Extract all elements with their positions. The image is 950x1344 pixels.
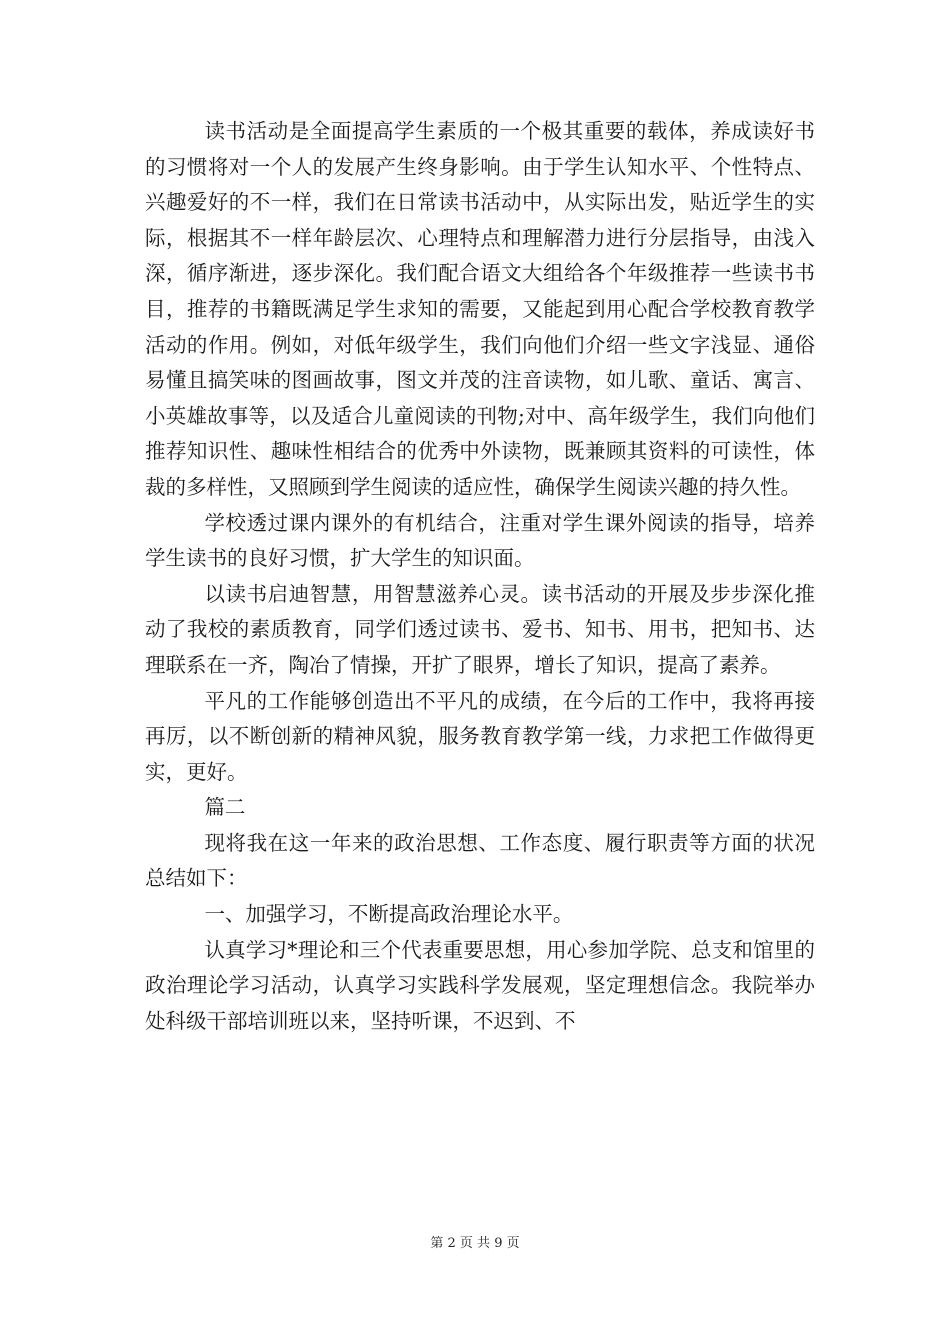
document-body bbox=[145, 114, 815, 1039]
page-number: 第 2 页 共 9 页 bbox=[430, 1236, 520, 1251]
paragraph-wisdom: 以读书启迪智慧，用智慧滋养心灵。读书活动的开展及步步深化推动了我校的素质教育，同学们透过读书、爱书、知书、用书，把知书、达理联系在一齐，陶冶了情操，开扩了眼界，增长了知识，提高了素养。 bbox=[145, 581, 815, 677]
subheading: 一、加强学习，不断提高政治理论水平。 bbox=[204, 902, 574, 927]
paragraph-future-work: 平凡的工作能够创造出不平凡的成绩，在今后的工作中，我将再接再厉，以不断创新的精神风貌，服务教育教学第一线，力求把工作做得更实，更好。 bbox=[145, 688, 815, 784]
section-title: 篇二 bbox=[204, 795, 246, 820]
paragraph-study: 认真学习*理论和三个代表重要思想，用心参加学院、总支和馆里的政治理论学习活动，认真学习实践科学发展观，坚定理想信念。我院举办处科级干部培训班以来，坚持听课，不迟到、不 bbox=[145, 937, 815, 1033]
paragraph-reading-activities: 读书活动是全面提高学生素质的一个极其重要的载体，养成读好书的习惯将对一个人的发展产生终身影响。由于学生认知水平、个性特点、兴趣爱好的不一样，我们在日常读书活动中，从实际出发，贴近学生的实际，根据其不一样年龄层次、心理特点和理解潜力进行分层指导，由浅入深，循序渐进，逐步深化。我们配合语文大组给各个年级推荐一些读书书目，推荐的书籍既满足学生求知的需要，又能起到用心配合学校教育教学活动的作用。例如，对低年级学生，我们向他们介绍一些文字浅显、通俗易懂且搞笑味的图画故事，图文并茂的注音读物，如儿歌、童话、寓言、小英雄故事等，以及适合儿童阅读的刊物;对中、高年级学生，我们向他们推荐知识性、趣味性相结合的优秀中外读物，既兼顾其资料的可读性，体裁的多样性，又照顾到学生阅读的适应性，确保学生阅读兴趣的持久性。 bbox=[145, 119, 815, 499]
paragraph-school-guidance: 学校透过课内课外的有机结合，注重对学生课外阅读的指导，培养学生读书的良好习惯，扩大学生的知识面。 bbox=[145, 510, 815, 571]
paragraph-intro: 现将我在这一年来的政治思想、工作态度、履行职责等方面的状况总结如下： bbox=[145, 830, 815, 891]
